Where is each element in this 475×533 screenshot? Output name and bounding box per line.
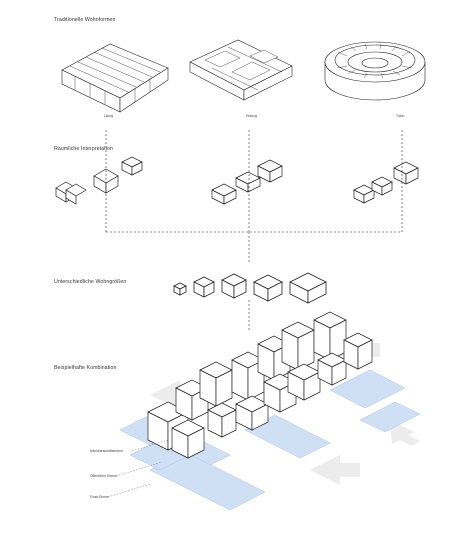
heading-traditional: Traditionelle Wohnformen bbox=[54, 17, 116, 23]
tulou-blocks bbox=[354, 162, 418, 203]
legend-neighbor: Nachbarschaftsebene bbox=[90, 449, 123, 453]
lilong-drawing bbox=[62, 44, 168, 112]
label-type-c: Tulou bbox=[396, 114, 405, 118]
label-type-a: Lilong bbox=[104, 114, 114, 118]
label-type-b: Hutong bbox=[246, 114, 257, 118]
hutong-drawing bbox=[190, 40, 292, 100]
connector-lines bbox=[106, 130, 402, 332]
heading-spatial: Räumliche Interpretation bbox=[54, 146, 113, 152]
legend-river: Fluss Ebene bbox=[90, 495, 109, 499]
hutong-blocks bbox=[212, 160, 282, 204]
heading-combination: Beispielhafte Kombination bbox=[54, 365, 117, 371]
legend-public: Öffentliche Ebene bbox=[90, 474, 117, 478]
lilong-blocks bbox=[56, 157, 142, 204]
size-modules bbox=[174, 273, 326, 303]
tulou-drawing bbox=[325, 42, 425, 100]
heading-sizes: Unterschiedliche Wohngrößen bbox=[54, 279, 127, 285]
